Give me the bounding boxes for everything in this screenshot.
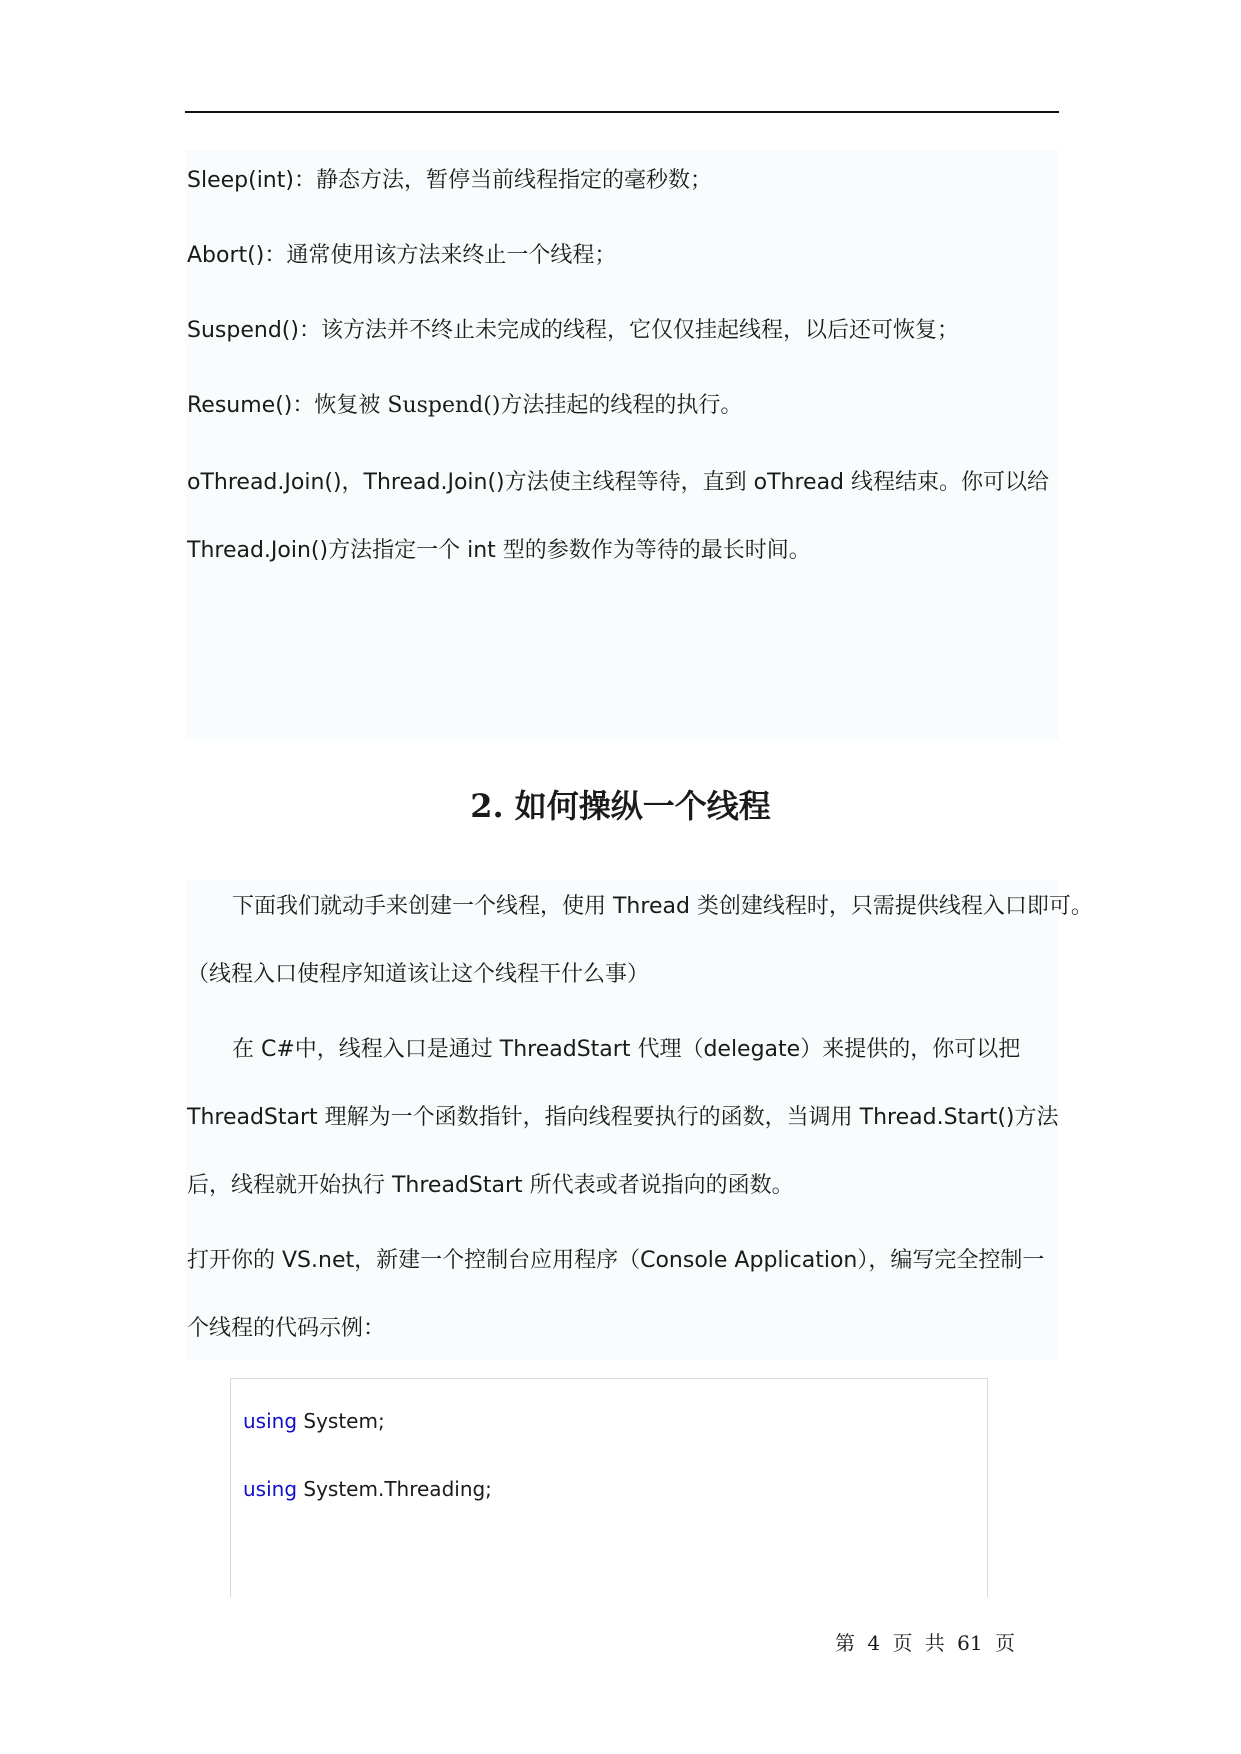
intro-para-line-1: 下面我们就动手来创建一个线程，使用 Thread 类创建线程时，只需提供线程入口即可。 [232, 894, 1093, 919]
code-line-using-threading [243, 1477, 492, 1501]
method-abort [187, 245, 616, 267]
vs-para-line-2: 个线程的代码示例： [187, 1316, 386, 1341]
method-desc: ：通常使用该方法来终止一个线程； [264, 243, 617, 268]
section-title: 2. 如何操纵一个线程 [470, 787, 771, 825]
code-block [230, 1378, 988, 1597]
method-desc: ：静态方法，暂停当前线程指定的毫秒数； [293, 168, 712, 193]
method-name: Sleep(int) [187, 168, 294, 193]
code-text: System; [297, 1409, 385, 1433]
page-footer: 第 4 页 共 61 页 [835, 1631, 1015, 1655]
method-name: Suspend() [187, 318, 299, 343]
header-rule [185, 111, 1059, 113]
entry-para-line-1: 在 C#中，线程入口是通过 ThreadStart 代理（delegate）来提供的，你可以把 [232, 1037, 1021, 1062]
code-line-using-system [243, 1409, 385, 1433]
method-name: Abort() [187, 243, 265, 268]
method-suspend [187, 320, 959, 342]
method-desc: ：恢复被 Suspend()方法挂起的线程的执行。 [292, 393, 743, 418]
join-para-line-2: Thread.Join()方法指定一个 int 型的参数作为等待的最长时间。 [187, 538, 811, 563]
method-name: Resume() [187, 393, 293, 418]
join-para-line-1: oThread.Join()，Thread.Join()方法使主线程等待，直到 oThread 线程结束。你可以给 [187, 470, 1050, 495]
intro-para-line-2: （线程入口使程序知道该让这个线程干什么事） [187, 962, 650, 987]
method-resume [187, 395, 742, 417]
vs-para-line-1: 打开你的 VS.net，新建一个控制台应用程序（Console Application），编写完全控制一 [187, 1248, 1045, 1273]
method-sleep [187, 170, 712, 192]
entry-para-line-3: 后，线程就开始执行 ThreadStart 所代表或者说指向的函数。 [187, 1173, 794, 1198]
code-keyword: using [243, 1477, 298, 1501]
code-keyword: using [243, 1409, 298, 1433]
method-desc: ：该方法并不终止未完成的线程，它仅仅挂起线程，以后还可恢复； [298, 318, 959, 343]
code-text: System.Threading; [297, 1477, 492, 1501]
entry-para-line-2: ThreadStart 理解为一个函数指针，指向线程要执行的函数，当调用 Thread.Start()方法 [187, 1105, 1059, 1130]
shaded-block-methods [185, 150, 1059, 740]
